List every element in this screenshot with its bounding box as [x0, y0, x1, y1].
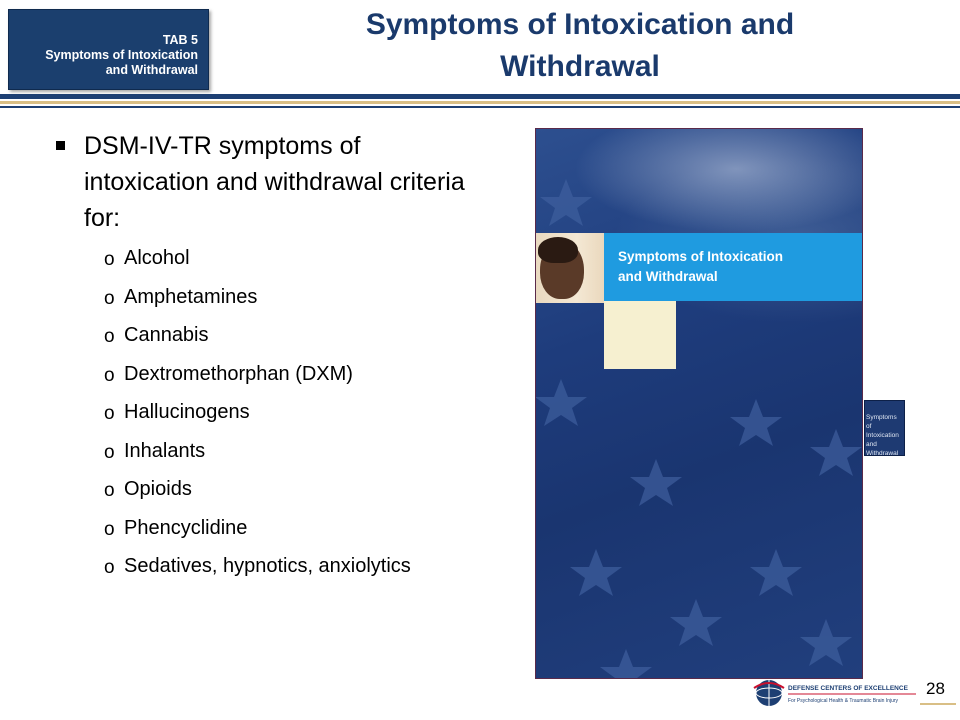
header-stripe-gold	[0, 101, 960, 104]
footer-gold-line	[920, 703, 956, 705]
circle-bullet-icon: o	[104, 403, 115, 424]
tab-number: TAB 5	[162, 33, 198, 47]
list-item	[104, 246, 484, 285]
circle-bullet-icon: o	[104, 287, 115, 309]
list-item	[104, 362, 484, 401]
section-tab-label	[8, 9, 209, 90]
circle-bullet-icon: o	[104, 480, 115, 501]
list-item-label: Sedatives, hypnotics, anxiolytics	[124, 555, 411, 577]
tab-title-line2: and Withdrawal	[105, 63, 198, 77]
list-item	[104, 323, 484, 362]
main-bullet-text: DSM-IV-TR symptoms of intoxication and withdrawal criteria for:	[84, 132, 465, 232]
star-icon	[600, 649, 652, 679]
list-item	[104, 400, 484, 439]
list-item-label: Inhalants	[124, 439, 206, 462]
circle-bullet-icon: o	[104, 364, 115, 386]
star-icon	[570, 549, 622, 596]
circle-bullet-icon: o	[104, 441, 115, 463]
svg-text:For Psychological Health & Tra: For Psychological Health & Traumatic Brain Injury	[788, 698, 899, 704]
spine-line3: and	[866, 441, 877, 448]
header-stripe-navy	[0, 94, 960, 99]
cover-title	[618, 247, 848, 287]
circle-bullet-icon: o	[104, 518, 115, 540]
list-item-label: Cannabis	[124, 324, 209, 346]
woman-photo	[536, 233, 604, 303]
spine-line2: of Intoxication	[866, 423, 899, 439]
slide-title-line1: Symptoms of Intoxication and	[365, 8, 795, 41]
square-bullet-icon	[56, 141, 65, 150]
dcoe-logo	[752, 676, 918, 710]
list-item	[104, 516, 484, 555]
star-icon	[670, 599, 722, 646]
circle-bullet-icon: o	[104, 249, 115, 270]
cover-title-line1: Symptoms of Intoxication	[618, 249, 784, 264]
substance-list	[104, 246, 484, 593]
circle-bullet-icon: o	[104, 326, 115, 347]
spine-line4: Withdrawal	[866, 450, 899, 457]
list-item-label: Hallucinogens	[124, 401, 250, 423]
page-number: 28	[926, 679, 945, 698]
header-stripe-navy-thin	[0, 106, 960, 108]
star-icon	[540, 179, 592, 226]
booklet-cover-image	[535, 128, 863, 679]
slide-title-line2: Withdrawal	[500, 50, 660, 83]
star-icon	[800, 619, 852, 666]
star-icon	[630, 459, 682, 506]
cover-title-line2: and Withdrawal	[618, 269, 718, 284]
list-item	[104, 554, 484, 593]
slide-title	[240, 4, 920, 88]
list-item-label: Phencyclidine	[124, 516, 248, 539]
list-item	[104, 285, 484, 324]
booklet-spine-tab	[864, 400, 905, 456]
star-icon	[750, 549, 802, 596]
list-item	[104, 477, 484, 516]
list-item	[104, 439, 484, 478]
list-item-label: Amphetamines	[124, 285, 258, 308]
flag-stars-pattern	[536, 129, 863, 679]
circle-bullet-icon: o	[104, 557, 115, 578]
cover-cream-block	[604, 301, 676, 369]
svg-text:DEFENSE CENTERS OF EXCELLENCE: DEFENSE CENTERS OF EXCELLENCE	[788, 685, 908, 692]
list-item-label: Opioids	[124, 478, 192, 500]
spine-line1: Symptoms	[866, 414, 897, 421]
main-bullet	[56, 128, 466, 236]
star-icon	[810, 429, 862, 476]
list-item-label: Alcohol	[124, 247, 190, 269]
star-icon	[536, 379, 587, 426]
star-icon	[730, 399, 782, 446]
list-item-label: Dextromethorphan (DXM)	[124, 362, 353, 385]
tab-title-line1: Symptoms of Intoxication	[45, 48, 198, 62]
